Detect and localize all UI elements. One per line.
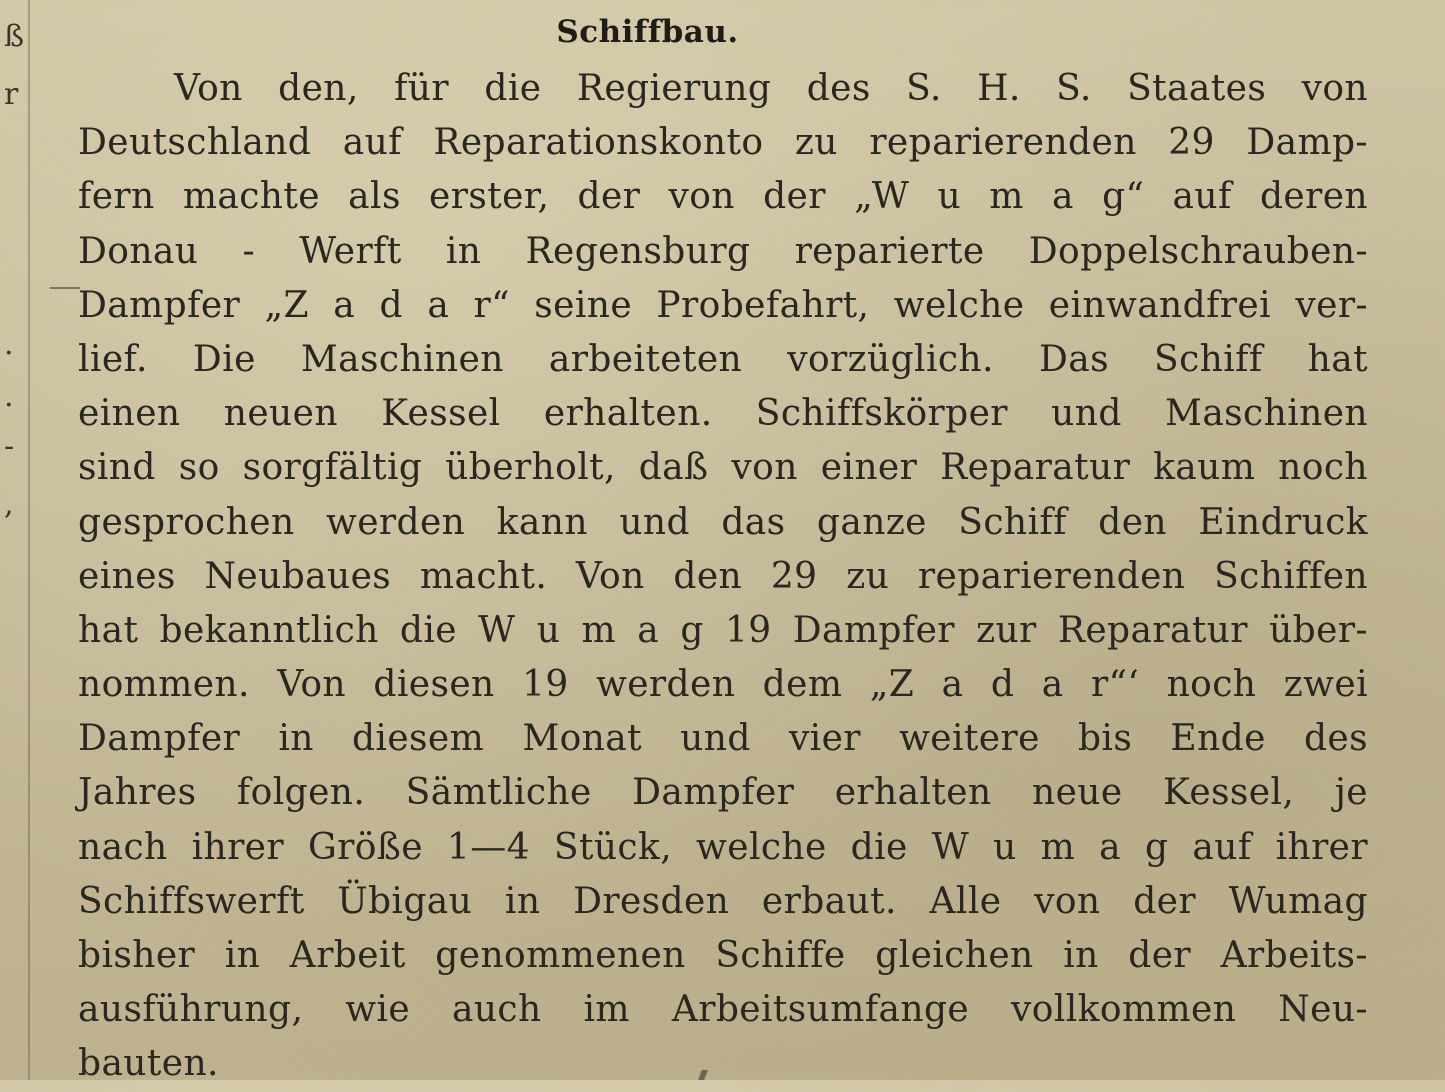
text-line: Dampfer „Z a d a r“ seine Probefahrt, welche einwandfrei ver- [78, 284, 1368, 326]
text-line: hat bekanntlich die W u m a g 19 Dampfer zur Reparatur über- [78, 609, 1368, 651]
margin-fragment: . [4, 327, 14, 362]
margin-fragment: . [4, 379, 14, 414]
text-line: nach ihrer Größe 1—4 Stück, welche die W u m a g auf ihrer [78, 826, 1368, 868]
text-line: einen neuen Kessel erhalten. Schiffskörper und Maschinen [78, 393, 1368, 435]
text-line: bauten. [78, 1043, 219, 1085]
article-title-text: Schiffbau. [556, 14, 739, 50]
text-line: Dampfer in diesem Monat und vier weitere bis Ende des [78, 718, 1368, 760]
text-line: Schiffswerft Übigau in Dresden erbaut. Alle von der Wumag [78, 880, 1368, 922]
text-line: sind so sorgfältig überholt, daß von einer Reparatur kaum noch [78, 447, 1368, 489]
text-line: ausführung, wie auch im Arbeitsumfange vollkommen Neu- [78, 989, 1368, 1031]
text-line: bisher in Arbeit genommenen Schiffe gleichen in der Arbeits- [78, 935, 1368, 976]
text-line: eines Neubaues macht. Von den 29 zu reparierenden Schiffen [78, 555, 1368, 597]
text-line: Donau - Werft in Regensburg reparierte Doppelschrauben- [78, 230, 1368, 272]
text-line: Jahres folgen. Sämtliche Dampfer erhalten neue Kessel, je [78, 772, 1368, 814]
text-line: lief. Die Maschinen arbeiteten vorzüglich. Das Schiff hat [78, 338, 1368, 380]
text-line: Deutschland auf Reparationskonto zu reparierenden 29 Damp- [78, 122, 1368, 164]
neighbouring-column-margin [0, 0, 40, 1080]
article-body [78, 62, 1368, 1092]
text-line: Von den, für die Regierung des S. H. S. Staates von [174, 68, 1368, 109]
column-rule [28, 0, 30, 1080]
margin-fragment: r [4, 77, 19, 112]
text-line: nommen. Von diesen 19 werden dem „Z a d a r“‘ noch zwei [78, 664, 1368, 706]
text-line: fern machte als erster, der von der „W u m a g“ auf deren [78, 176, 1368, 218]
margin-fragment: - [4, 429, 15, 464]
article-title [0, 14, 1445, 54]
margin-fragment: , [4, 487, 14, 522]
text-line: gesprochen werden kann und das ganze Schiff den Eindruck [78, 501, 1368, 543]
margin-dash [50, 287, 80, 289]
margin-fragment: ß [4, 19, 25, 54]
